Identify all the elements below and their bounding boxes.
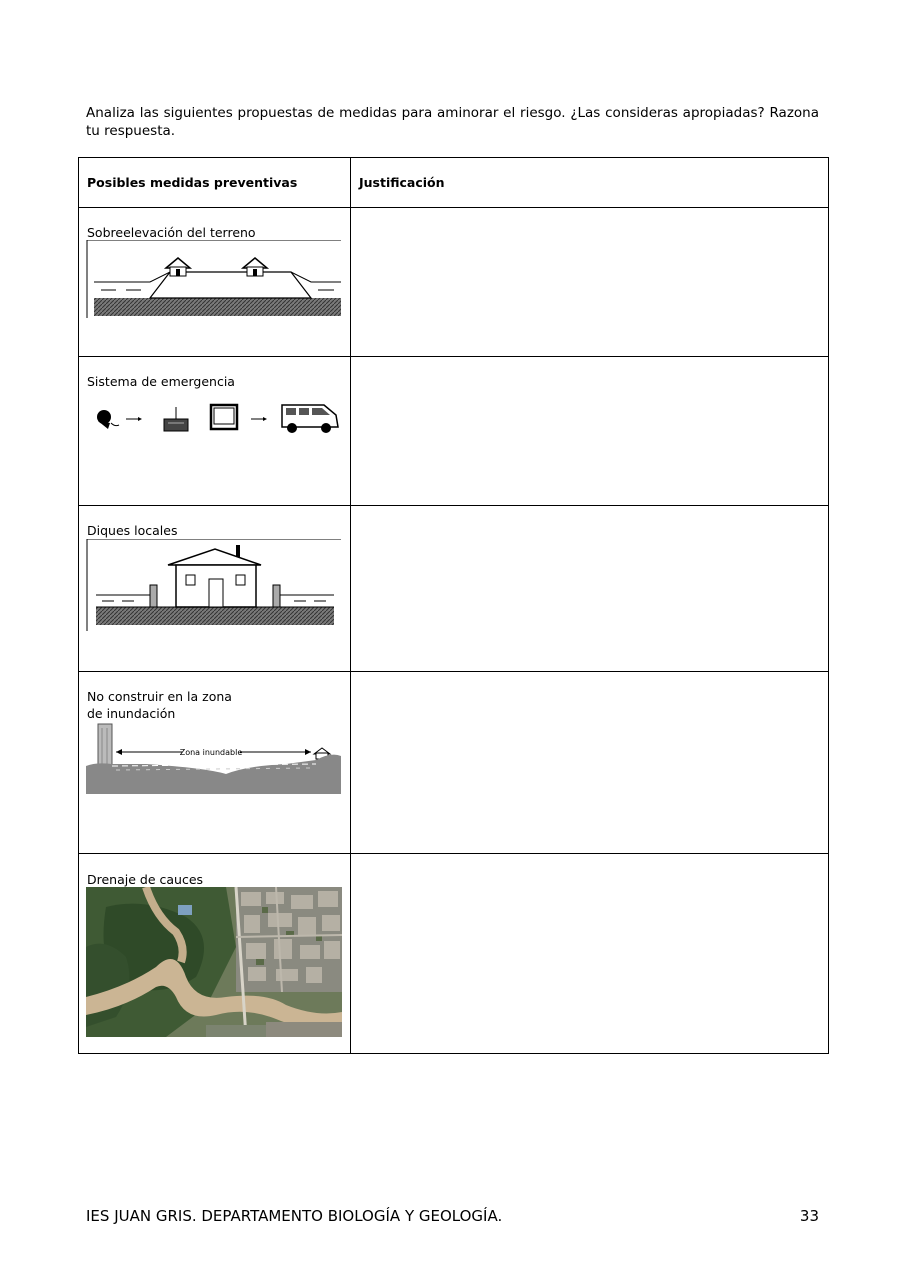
- measure-label: Drenaje de cauces: [87, 872, 204, 887]
- measure-cell: [79, 854, 351, 1054]
- local-dikes-figure: [86, 539, 342, 633]
- header-measures: [79, 158, 351, 208]
- justification-cell[interactable]: [351, 357, 829, 506]
- measure-label: Diques locales: [87, 523, 178, 538]
- table-row: [79, 357, 829, 506]
- header-justification: [351, 158, 829, 208]
- measure-cell: [79, 506, 351, 672]
- page-number: 33: [799, 1207, 819, 1225]
- speaker-head-icon: [97, 410, 111, 424]
- radio-icon: [164, 407, 188, 431]
- justification-cell[interactable]: [351, 672, 829, 854]
- table-row: [79, 672, 829, 854]
- footer-institution: IES JUAN GRIS. DEPARTAMENTO BIOLOGÍA Y GEOLOGÍA.: [86, 1207, 503, 1225]
- table-header-row: [79, 158, 829, 208]
- table-row: [79, 854, 829, 1054]
- header-justification-label: Justificación: [359, 175, 445, 190]
- emergency-system-figure: [86, 399, 342, 439]
- measure-label: No construir en la zona de inundación: [87, 689, 232, 721]
- raised-terrain-figure: [86, 240, 342, 320]
- measures-table: [78, 157, 829, 1054]
- flood-zone-figure: [86, 722, 342, 796]
- header-measures-label: Posibles medidas preventivas: [87, 175, 298, 190]
- page-footer: [86, 1207, 819, 1225]
- tv-icon: [211, 405, 237, 429]
- justification-cell[interactable]: [351, 506, 829, 672]
- justification-cell[interactable]: [351, 208, 829, 357]
- table-row: [79, 506, 829, 672]
- intro-paragraph: Analiza las siguientes propuestas de medidas para aminorar el riesgo. ¿Las consideras apropiadas? Razona tu respuesta.: [86, 105, 819, 139]
- justification-cell[interactable]: [351, 854, 829, 1054]
- measure-label: Sobreelevación del terreno: [87, 225, 256, 240]
- measure-cell: [79, 357, 351, 506]
- table-row: [79, 208, 829, 357]
- van-icon: [282, 405, 338, 433]
- aerial-photo: [86, 887, 342, 1037]
- measure-label: Sistema de emergencia: [87, 374, 235, 389]
- measure-cell: [79, 208, 351, 357]
- flood-zone-label: Zona inundable: [179, 748, 243, 757]
- measure-cell: [79, 672, 351, 854]
